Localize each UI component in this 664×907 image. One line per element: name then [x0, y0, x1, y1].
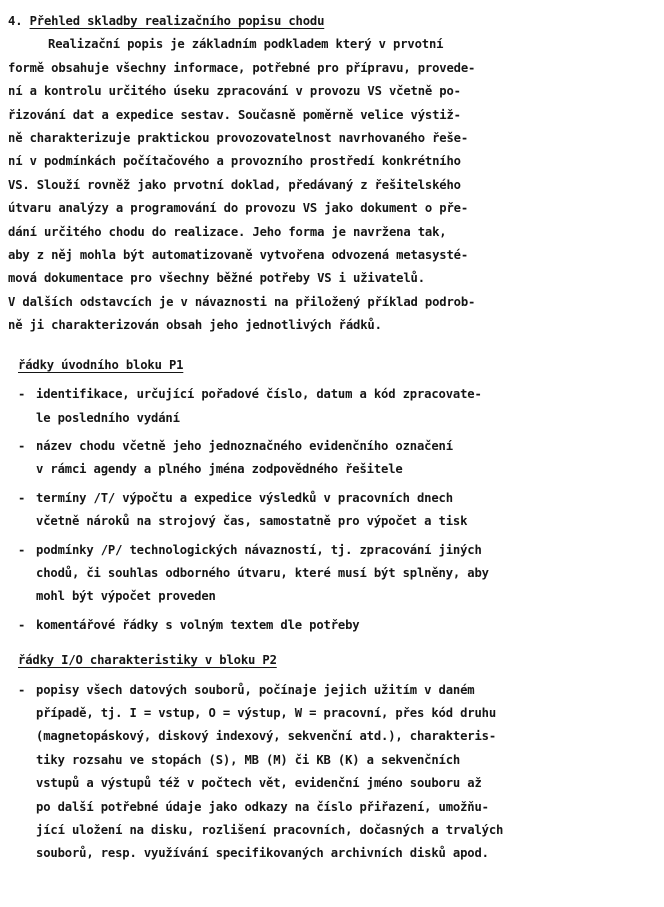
list-item — [8, 679, 658, 866]
paragraph-line: ní a kontrolu určitého úseku zpracování v provozu VS včetně po- — [8, 84, 461, 99]
dash-bullet: - — [18, 542, 26, 557]
paragraph-line: ně charakterizuje praktickou provozovatelnost navrhovaného řeše- — [8, 131, 468, 146]
paragraph-line: mová dokumentace pro všechny běžné potřeby VS i uživatelů. — [8, 271, 425, 286]
intro-paragraph — [8, 33, 658, 337]
list-item — [8, 539, 658, 609]
dash-bullet: - — [18, 490, 26, 505]
item-line: chodů, či souhlas odborného útvaru, které musí být splněny, aby — [36, 565, 489, 580]
block-p1-heading: řádky úvodního bloku P1 — [18, 357, 184, 372]
item-line: souborů, resp. využívání specifikovaných archivních disků apod. — [36, 846, 489, 861]
item-line: termíny /T/ výpočtu a expedice výsledků v pracovních dnech — [36, 490, 453, 505]
item-line: tiky rozsahu ve stopách (S), MB (M) či KB (K) a sekvenčních — [36, 752, 461, 767]
block-p2-list — [8, 679, 658, 866]
list-item — [8, 614, 658, 637]
dash-bullet: - — [18, 438, 26, 453]
item-line: případě, tj. I = vstup, O = výstup, W = pracovní, přes kód druhu — [36, 705, 496, 720]
block-p1-list — [8, 383, 658, 637]
paragraph-line: Realizační popis je základním podkladem který v prvotní — [48, 37, 444, 52]
item-line: popisy všech datových souborů, počínaje jejich užitím v daném — [36, 682, 475, 697]
item-line: mohl být výpočet proveden — [36, 589, 216, 604]
paragraph-line: řizování dat a expedice sestav. Současně poměrně velice výstiž- — [8, 107, 461, 122]
item-line: vstupů a výstupů též v počtech vět, evidenční jméno souboru až — [36, 776, 482, 791]
item-line: název chodu včetně jeho jednoznačného evidenčního označení — [36, 438, 453, 453]
section-title — [8, 10, 658, 33]
item-line: le posledního vydání — [36, 410, 180, 425]
item-line: v rámci agendy a plného jména zodpovědného řešitele — [36, 462, 403, 477]
dash-bullet: - — [18, 387, 26, 402]
item-line: včetně nároků na strojový čas, samostatně pro výpočet a tisk — [36, 514, 468, 529]
list-item — [8, 383, 658, 430]
dash-bullet: - — [18, 682, 26, 697]
paragraph-line: VS. Slouží rovněž jako prvotní doklad, předávaný z řešitelského — [8, 177, 461, 192]
section-title-text: Přehled skladby realizačního popisu chodu — [29, 14, 325, 28]
item-line: (magnetopáskový, diskový indexový, sekvenční atd.), charakteris- — [36, 729, 496, 744]
list-item — [8, 435, 658, 482]
list-item — [8, 487, 658, 534]
dash-bullet: - — [18, 617, 26, 632]
item-line: podmínky /P/ technologických návazností, tj. zpracování jiných — [36, 542, 482, 557]
paragraph-line: ní v podmínkách počítačového a provozního prostředí konkrétního — [8, 154, 461, 169]
item-line: komentářové řádky s volným textem dle potřeby — [36, 617, 360, 632]
paragraph-line: V dalších odstavcích je v návaznosti na přiložený příklad podrob- — [8, 294, 476, 309]
paragraph-line: útvaru analýzy a programování do provozu VS jako dokument o pře- — [8, 201, 468, 216]
paragraph-line: formě obsahuje všechny informace, potřebné pro přípravu, provede- — [8, 60, 476, 75]
paragraph-line: ně ji charakterizován obsah jeho jednotlivých řádků. — [8, 318, 382, 333]
item-line: jící uložení na disku, rozlišení pracovních, dočasných a trvalých — [36, 823, 504, 837]
item-line: po další potřebné údaje jako odkazy na číslo přiřazení, umožňu- — [36, 799, 489, 814]
block-p2-heading: řádky I/O charakteristiky v bloku P2 — [18, 653, 277, 668]
section-number: 4. — [8, 14, 23, 28]
paragraph-line: aby z něj mohla být automatizovaně vytvořena odvozená metasysté- — [8, 248, 468, 263]
item-line: identifikace, určující pořadové číslo, datum a kód zpracovate- — [36, 387, 482, 402]
paragraph-line: dání určitého chodu do realizace. Jeho forma je navržena tak, — [8, 224, 447, 239]
